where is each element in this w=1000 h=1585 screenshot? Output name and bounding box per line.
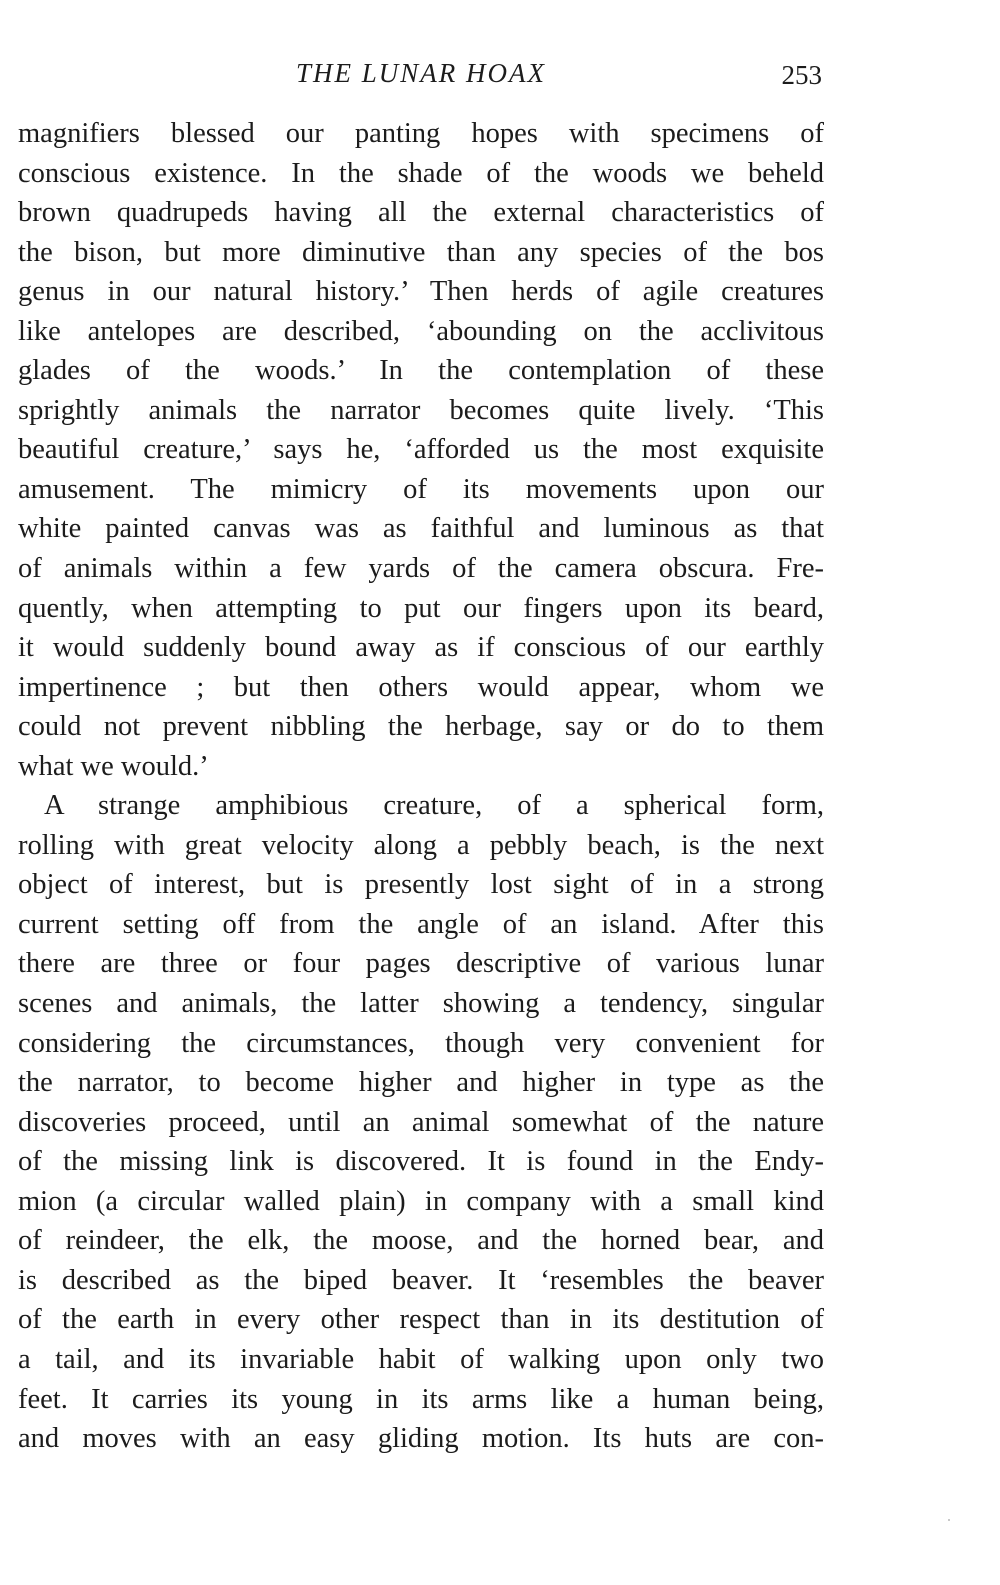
running-head bbox=[18, 58, 824, 98]
text-line: of animals within a few yards of the camera obscura. Fre- bbox=[18, 553, 824, 585]
text-line: like antelopes are described, ‘abounding on the acclivitous bbox=[18, 315, 824, 347]
text-line: of reindeer, the elk, the moose, and the horned bear, and bbox=[18, 1225, 824, 1257]
scan-speck bbox=[948, 1519, 950, 1521]
text-line: magnifiers blessed our panting hopes with specimens of bbox=[18, 118, 824, 149]
text-line: sprightly animals the narrator becomes quite lively. ‘This bbox=[18, 394, 824, 426]
text-line: feet. It carries its young in its arms like a human being, bbox=[18, 1383, 824, 1415]
text-line: of the earth in every other respect than in its destitution of bbox=[18, 1304, 824, 1336]
text-line: scenes and animals, the latter showing a tendency, singular bbox=[18, 988, 824, 1020]
body-text bbox=[18, 114, 824, 1459]
text-line: glades of the woods.’ In the contemplation of these bbox=[18, 355, 824, 387]
paragraph-2 bbox=[18, 786, 824, 1458]
text-line: discoveries proceed, until an animal somewhat of the nature bbox=[18, 1106, 824, 1138]
text-line: mion (a circular walled plain) in company with a small kind bbox=[18, 1185, 824, 1217]
text-line: white painted canvas was as faithful and luminous as that bbox=[18, 513, 824, 545]
text-line: is described as the biped beaver. It ‘resembles the beaver bbox=[18, 1264, 824, 1296]
page-number: 253 bbox=[781, 60, 822, 90]
text-line: conscious existence. In the shade of the woods we beheld bbox=[18, 157, 824, 189]
text-line: what we would.’ bbox=[18, 750, 209, 782]
running-title: THE LUNAR HOAX bbox=[296, 58, 546, 88]
text-line: genus in our natural history.’ Then herds of agile creatures bbox=[18, 276, 824, 308]
text-line: and moves with an easy gliding motion. Its huts are con- bbox=[18, 1423, 824, 1455]
text-line: could not prevent nibbling the herbage, say or do to them bbox=[18, 711, 824, 743]
text-line: brown quadrupeds having all the external characteristics of bbox=[18, 197, 824, 229]
text-line: a tail, and its invariable habit of walking upon only two bbox=[18, 1343, 824, 1375]
text-line: object of interest, but is presently lost sight of in a strong bbox=[18, 869, 824, 901]
paragraph-1 bbox=[18, 114, 824, 786]
text-line: current setting off from the angle of an island. After this bbox=[18, 908, 824, 940]
text-line: A strange amphibious creature, of a spherical form, bbox=[44, 790, 824, 822]
text-line: of the missing link is discovered. It is found in the Endy- bbox=[18, 1146, 824, 1178]
text-line: quently, when attempting to put our fingers upon its beard, bbox=[18, 592, 824, 624]
text-line: rolling with great velocity along a pebbly beach, is the next bbox=[18, 829, 824, 861]
text-line: the bison, but more diminutive than any species of the bos bbox=[18, 236, 824, 268]
text-line: beautiful creature,’ says he, ‘afforded us the most exquisite bbox=[18, 434, 824, 466]
text-line: it would suddenly bound away as if conscious of our earthly bbox=[18, 632, 824, 664]
text-line: there are three or four pages descriptive of various lunar bbox=[18, 948, 824, 980]
text-line: impertinence ; but then others would appear, whom we bbox=[18, 671, 824, 703]
text-line: amusement. The mimicry of its movements upon our bbox=[18, 473, 824, 505]
text-line: the narrator, to become higher and higher in type as the bbox=[18, 1067, 824, 1099]
text-line: considering the circumstances, though very convenient for bbox=[18, 1027, 824, 1059]
